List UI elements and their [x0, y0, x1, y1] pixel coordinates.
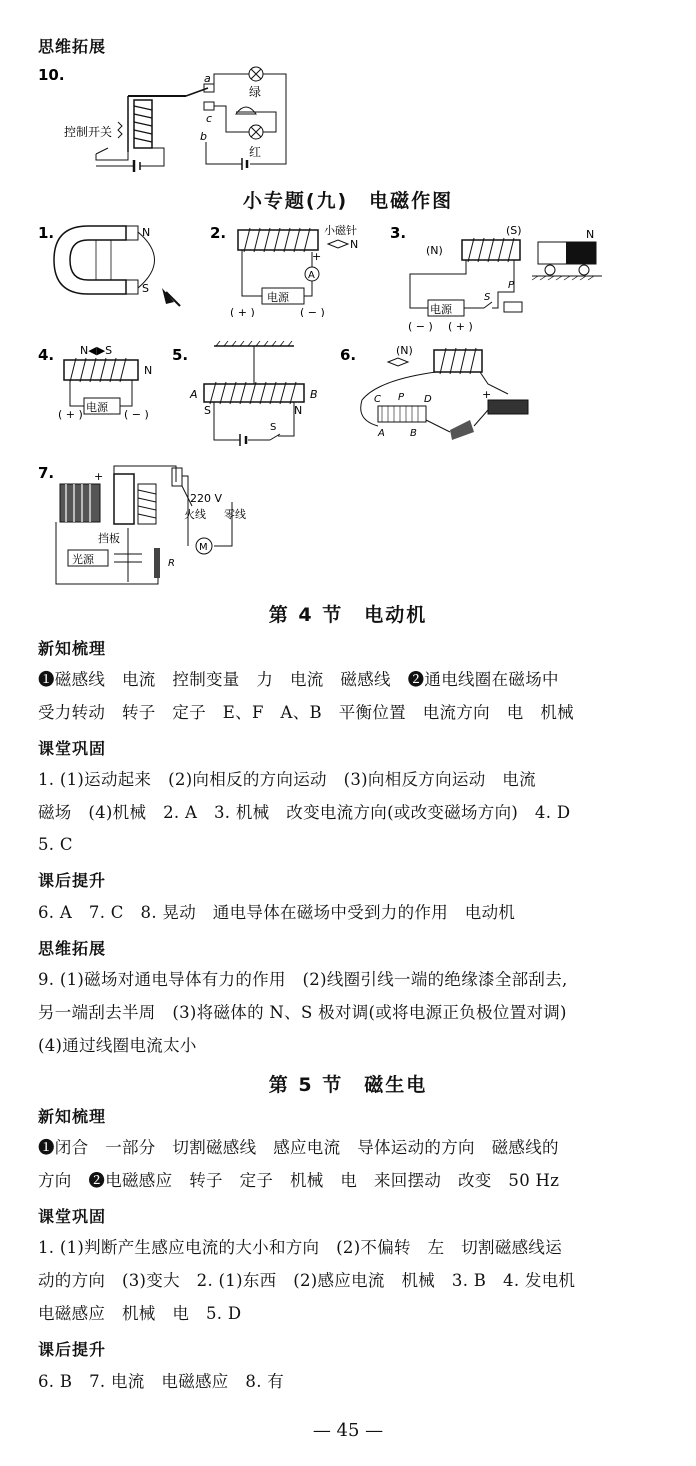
svg-text:R: R — [168, 558, 175, 569]
sec4-xinzhi-heading: 新知梳理 — [38, 639, 107, 658]
svg-text:( − ): ( − ) — [300, 306, 325, 317]
svg-text:+: + — [312, 250, 322, 263]
fig10-red: 红 — [249, 145, 262, 159]
fig10-a: a — [204, 72, 211, 85]
sec4-kehou-line-1: 6. A 7. C 8. 晃动 通电导体在磁场中受到力的作用 电动机 — [38, 903, 516, 922]
page-number: — 45 — — [312, 1420, 384, 1441]
svg-text:A: A — [308, 270, 315, 281]
svg-text:( + ): ( + ) — [448, 320, 473, 333]
svg-text:(S): (S) — [506, 224, 522, 237]
sec4-xinzhi-line-2: 受力转动 转子 定子 E、F A、B 平衡位置 电流方向 电 机械 — [38, 703, 574, 722]
sec5-kehou-heading: 课后提升 — [38, 1340, 107, 1359]
sec4-ketang-line-3: 5. C — [38, 835, 73, 854]
sec4-siwei-line-1: 9. (1)磁场对通电导体有力的作用 (2)线圈引线一端的绝缘漆全部刮去, — [38, 970, 568, 989]
solenoid-cart-diagram — [388, 222, 668, 334]
figure-7 — [36, 462, 266, 592]
sec5-ketang-line-1: 1. (1)判断产生感应电流的大小和方向 (2)不偏转 左 切割磁感线运 — [38, 1238, 563, 1257]
svg-text:N: N — [144, 364, 153, 377]
sec4-ketang-heading: 课堂巩固 — [38, 739, 107, 758]
svg-text:+: + — [94, 470, 104, 483]
rheostat-circuit-diagram — [338, 340, 538, 448]
svg-text:(N): (N) — [426, 244, 443, 257]
svg-text:2.: 2. — [210, 224, 227, 242]
svg-text:零线: 零线 — [224, 508, 246, 521]
svg-text:A: A — [190, 388, 198, 401]
section-5-title: 第 5 节 磁生电 — [268, 1074, 428, 1096]
svg-text:N◀▶S: N◀▶S — [80, 344, 113, 357]
svg-text:小磁针: 小磁针 — [324, 224, 357, 237]
hanging-solenoid-diagram — [170, 340, 330, 450]
section-heading-siwei-top: 思维拓展 — [38, 37, 107, 56]
svg-text:4.: 4. — [38, 346, 55, 364]
svg-text:( − ): ( − ) — [408, 320, 433, 333]
fig10-green: 绿 — [249, 85, 262, 99]
svg-text:(N): (N) — [396, 344, 413, 357]
figure-1 — [36, 222, 186, 317]
sec5-xinzhi-line-1: ❶闭合 一部分 切割磁感线 感应电流 导体运动的方向 磁感线的 — [38, 1138, 559, 1157]
svg-text:N: N — [142, 226, 151, 239]
svg-text:电源: 电源 — [267, 291, 289, 304]
topic-title: 小专题(九) 电磁作图 — [242, 190, 454, 212]
svg-text:B: B — [410, 428, 417, 439]
sec4-kehou-heading: 课后提升 — [38, 871, 107, 890]
svg-text:D: D — [424, 394, 432, 405]
svg-text:7.: 7. — [38, 464, 55, 482]
svg-text:电源: 电源 — [430, 303, 452, 316]
svg-text:S: S — [270, 422, 277, 433]
sec5-xinzhi-heading: 新知梳理 — [38, 1107, 107, 1126]
svg-text:电源: 电源 — [86, 401, 108, 414]
light-control-relay-diagram — [36, 462, 266, 592]
svg-text:5.: 5. — [172, 346, 189, 364]
svg-text:( + ): ( + ) — [58, 408, 83, 421]
figure-6 — [338, 340, 538, 448]
svg-text:6.: 6. — [340, 346, 357, 364]
svg-text:N: N — [294, 404, 303, 417]
sec4-ketang-line-1: 1. (1)运动起来 (2)向相反的方向运动 (3)向相反方向运动 电流 — [38, 770, 536, 789]
relay-circuit-diagram — [36, 62, 296, 182]
svg-text:N: N — [586, 228, 595, 241]
svg-text:B: B — [310, 388, 318, 401]
solenoid-ammeter-diagram — [208, 222, 378, 317]
svg-text:C: C — [374, 394, 381, 405]
fig10-b: b — [200, 130, 207, 143]
svg-text:M: M — [199, 542, 208, 553]
svg-text:N: N — [350, 238, 359, 251]
horseshoe-magnet-diagram — [36, 222, 186, 317]
figure-2 — [208, 222, 378, 317]
figure-3 — [388, 222, 668, 334]
section-4-title: 第 4 节 电动机 — [268, 604, 428, 626]
svg-text:S: S — [204, 404, 211, 417]
fig10-switch-label: 控制开关 — [64, 125, 113, 139]
svg-text:1.: 1. — [38, 224, 55, 242]
svg-text:光源: 光源 — [72, 553, 94, 566]
svg-text:A: A — [378, 428, 385, 439]
figure-10 — [36, 62, 296, 182]
sec4-siwei-heading: 思维拓展 — [38, 939, 107, 958]
svg-text:220 V: 220 V — [190, 492, 223, 505]
sec4-ketang-line-2: 磁场 (4)机械 2. A 3. 机械 改变电流方向(或改变磁场方向) 4. D — [38, 803, 571, 822]
svg-text:S: S — [142, 282, 149, 295]
sec5-ketang-heading: 课堂巩固 — [38, 1207, 107, 1226]
svg-text:火线: 火线 — [184, 508, 206, 521]
sec4-siwei-line-2: 另一端刮去半周 (3)将磁体的 N、S 极对调(或将电源正负极位置对调) — [38, 1003, 567, 1022]
sec5-ketang-line-3: 电磁感应 机械 电 5. D — [38, 1304, 242, 1323]
solenoid-needle-diagram — [36, 344, 166, 424]
sec5-ketang-line-2: 动的方向 (3)变大 2. (1)东西 (2)感应电流 机械 3. B 4. 发电机 — [38, 1271, 576, 1290]
svg-text:3.: 3. — [390, 224, 407, 242]
sec5-xinzhi-line-2: 方向 ❷电磁感应 转子 定子 机械 电 来回摆动 改变 50 Hz — [38, 1171, 560, 1190]
sec5-kehou-line-1: 6. B 7. 电流 电磁感应 8. 有 — [38, 1372, 285, 1391]
sec4-siwei-line-3: (4)通过线圈电流太小 — [38, 1036, 197, 1055]
svg-text:P: P — [508, 280, 515, 291]
svg-text:P: P — [398, 392, 405, 403]
figure-4 — [36, 344, 166, 424]
figure-5 — [170, 340, 330, 450]
fig10-number: 10. — [38, 66, 65, 84]
sec4-xinzhi-line-1: ❶磁感线 电流 控制变量 力 电流 磁感线 ❷通电线圈在磁场中 — [38, 670, 559, 689]
svg-text:S: S — [484, 292, 491, 303]
svg-text:+: + — [482, 388, 492, 401]
svg-text:( − ): ( − ) — [124, 408, 149, 421]
svg-text:( + ): ( + ) — [230, 306, 255, 317]
svg-text:挡板: 挡板 — [98, 532, 120, 545]
fig10-c: c — [206, 112, 213, 125]
